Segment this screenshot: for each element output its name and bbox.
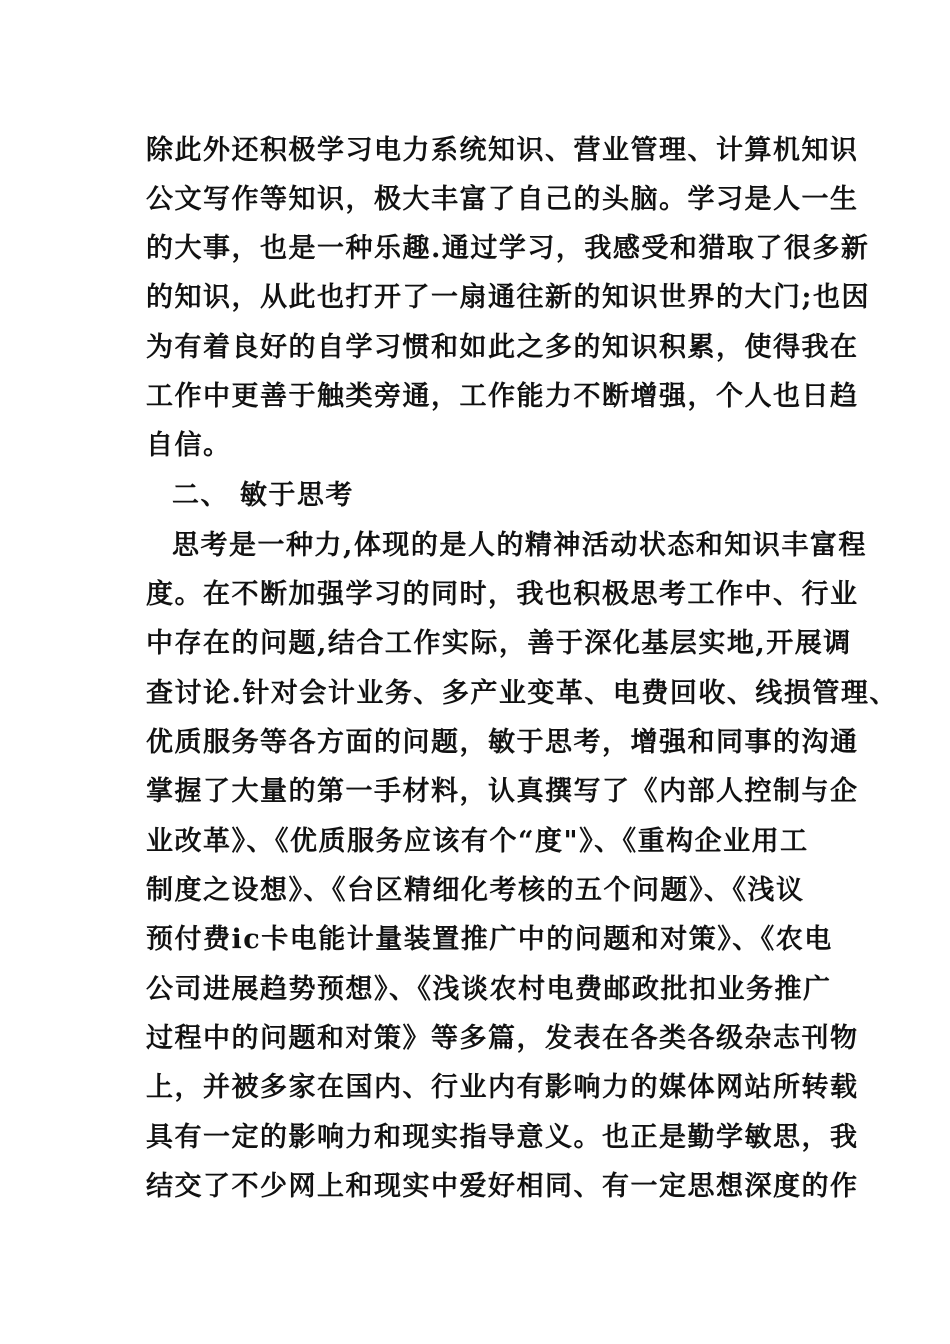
- text-line: 掌握了大量的第一手材料，认真撰写了《内部人控制与企: [146, 776, 859, 807]
- text-line: 公文写作等知识，极大丰富了自己的头脑。学习是人一生: [146, 184, 859, 215]
- text-line: 度。在不断加强学习的同时，我也积极思考工作中、行业: [146, 579, 859, 610]
- text-line: 制度之设想》、《台区精细化考核的五个问题》、《浅议: [146, 875, 805, 906]
- text-line: 除此外还积极学习电力系统知识、营业管理、计算机知识: [146, 135, 859, 166]
- text-line: 公司进展趋势预想》、《浅谈农村电费邮政批扣业务推广: [146, 974, 832, 1005]
- text-line: 上，并被多家在国内、行业内有影响力的媒体网站所转载: [146, 1072, 859, 1103]
- text-line: 工作中更善于触类旁通，工作能力不断增强，个人也日趋: [146, 381, 859, 412]
- text-line: 过程中的问题和对策》等多篇，发表在各类各级杂志刊物: [146, 1023, 859, 1054]
- section-heading: 二、 敏于思考: [172, 480, 354, 511]
- text-line: 优质服务等各方面的问题，敏于思考，增强和同事的沟通: [146, 727, 859, 758]
- text-line: 为有着良好的自学习惯和如此之多的知识积累，使得我在: [146, 332, 859, 363]
- text-line: 查讨论.针对会计业务、多产业变革、电费回收、线损管理、: [146, 678, 898, 709]
- text-line: 的大事，也是一种乐趣.通过学习，我感受和猎取了很多新: [146, 233, 870, 264]
- text-line: 业改革》、《优质服务应该有个“度"》、《重构企业用工: [146, 826, 809, 857]
- text-line: 具有一定的影响力和现实指导意义。也正是勤学敏思，我: [146, 1122, 859, 1153]
- text-line: 结交了不少网上和现实中爱好相同、有一定思想深度的作: [146, 1171, 859, 1202]
- text-line: 中存在的问题,结合工作实际，善于深化基层实地,开展调: [146, 628, 852, 659]
- text-line: 自信。: [146, 430, 232, 461]
- text-line: 预付费ic卡电能计量装置推广中的问题和对策》、《农电: [146, 924, 833, 955]
- text-line: 的知识，从此也打开了一扇通往新的知识世界的大门;也因: [146, 282, 870, 313]
- paragraph-first-line: 思考是一种力,体现的是人的精神活动状态和知识丰富程: [172, 530, 867, 561]
